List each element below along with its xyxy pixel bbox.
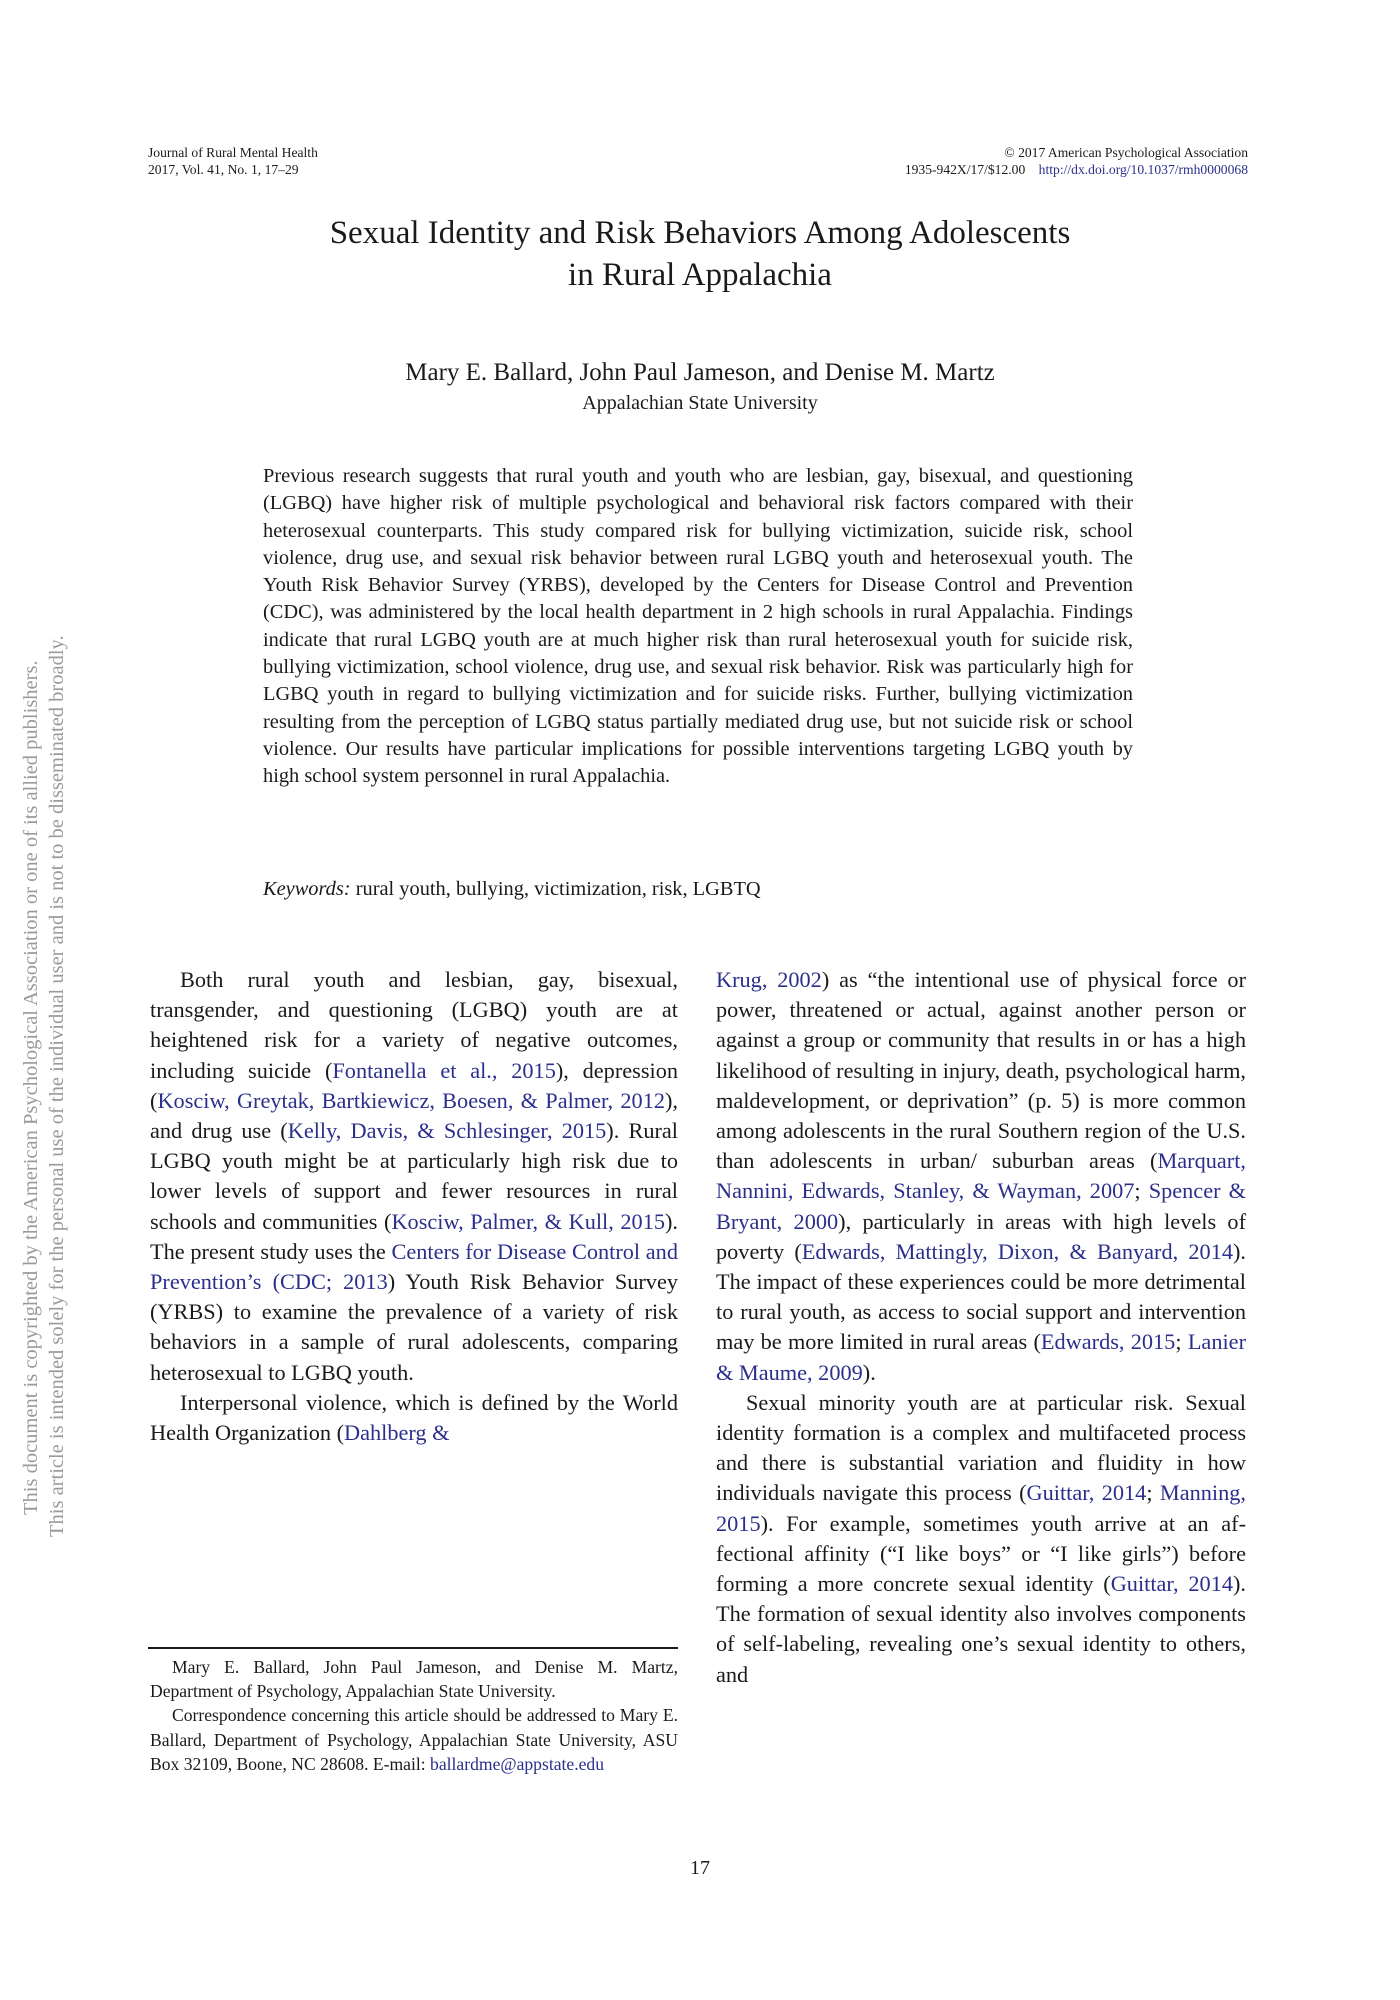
body-paragraph: Interpersonal violence, which is defined by the World Health Organization (Dahlberg & [150, 1389, 678, 1446]
citation-link[interactable]: Marquart, Nannini, Edwards, Stanley, & Wayman, 2007 [716, 1148, 1246, 1204]
keywords-value: rural youth, bullying, victimization, risk, LGBTQ [355, 878, 761, 900]
body-paragraph: Krug, 2002) as “the intentional use of physical force or power, threatened or actual, against another person or against a group or community that results in or has a high likelihood of resulting in injury, death, psychological harm, maldevelopment, or deprivation” (p. 5) is more common among adolescents in the rural Southern region of the U.S. than adolescents in urban/ suburban areas (Marquart, Nannini, Edwards, Stanley, & Wayman, 2007; Spencer & Bryant, 2000), particularly in areas with high levels of poverty (Edwards, Mattingly, Dixon, & Banyard, 2014). The impact of these experiences could be more detrimental to rural youth, as access to social support and intervention may be more limited in rural areas (Edwards, 2015; Lanier & Maume, 2009). [716, 967, 1246, 1385]
keywords [263, 876, 1133, 903]
title-line-2: in Rural Appalachia [568, 257, 832, 293]
abstract: Previous research suggests that rural youth and youth who are lesbian, gay, bisexual, and questioning (LGBQ) have higher risk of multiple psychological and behavioral risk factors compared with their heterosexual counterparts. This study compared risk for bullying victimization, suicide risk, school violence, drug use, and sexual risk behavior between rural LGBQ youth and heterosexual youth. The Youth Risk Behavior Survey (YRBS), developed by the Centers for Disease Control and Prevention (CDC), was administered by the local health department in 2 high schools in rural Appalachia. Findings indicate that rural LGBQ youth are at much higher risk than rural heterosexual youth for suicide risk, bullying victimization, school violence, drug use, and sexual risk behavior. Risk was particularly high for LGBQ youth in regard to bullying victimization and for suicide risks. Further, bullying victimization resulting from the perception of LGBQ status partially mediated drug use, but not suicide risk or school violence. Our results have particular implications for possible interventions targeting LGBQ youth by high school system personnel in rural Appalachia. [263, 465, 1133, 788]
citation-link[interactable]: Kosciw, Greytak, Bartkiewicz, Boesen, & Palmer, 2012 [157, 1087, 665, 1113]
keywords-label: Keywords: [263, 878, 351, 900]
article-authors: Mary E. Ballard, John Paul Jameson, and Denise M. Martz [405, 359, 995, 386]
citation-link[interactable]: Edwards, 2015 [1040, 1329, 1176, 1355]
body-column-right [716, 965, 1246, 1690]
copyright-watermark [0, 0, 70, 2000]
body-column-left [150, 965, 678, 1448]
watermark-line-1: This document is copyrighted by the American Psychological Association or one of its allied publishers. [20, 660, 42, 1515]
body-paragraph: Both rural youth and lesbian, gay, bisexual, transgender, and questioning (LGBQ) youth are at heightened risk for a variety of negative outcomes, including suicide (Fontanella et al., 2015), depression (Kosciw, Greytak, Bartkiewicz, Boesen, & Palmer, 2012), and drug use (Kelly, Davis, & Schlesinger, 2015). Rural LGBQ youth might be at particularly high risk due to lower levels of support and fewer resources in rural schools and communities (Kosciw, Palmer, & Kull, 2015). The present study uses the Centers for Disease Control and Prevention’s (CDC; 2013) Youth Risk Behavior Survey (YRBS) to examine the prevalence of a variety of risk behaviors in a sample of rural adolescents, comparing heterosexual to LGBQ youth. [150, 967, 678, 1385]
correspondence-text: Correspondence concerning this article should be addressed to Mary E. Ballard, Department of Psychology, Appalachian State University, ASU Box 32109, Boone, NC 28608. E-mail: [150, 1705, 678, 1774]
citation-link[interactable]: Manning, 2015 [716, 1480, 1246, 1536]
citation-link[interactable]: Lanier & Maume, 2009 [716, 1329, 1246, 1385]
correspondence-note [150, 1703, 678, 1776]
title-line-1: Sexual Identity and Risk Behaviors Among Adolescents [329, 215, 1071, 251]
page-number: 17 [690, 1857, 710, 1879]
citation-link[interactable]: Fontanella et al., 2015 [332, 1057, 556, 1083]
citation-link[interactable]: Centers for Disease Control and Prevention’s (CDC; 2013 [150, 1238, 678, 1295]
citation-link[interactable]: Kelly, Davis, & Schlesinger, 2015 [287, 1118, 607, 1144]
doi-link[interactable]: http://dx.doi.org/10.1037/rmh0000068 [1038, 162, 1248, 177]
issn-price: 1935-942X/17/$12.00 [904, 162, 1026, 177]
citation-link[interactable]: Edwards, Mattingly, Dixon, & Banyard, 2014 [801, 1238, 1233, 1264]
author-affiliation: Appalachian State University [582, 392, 818, 414]
body-paragraph: Sexual minority youth are at particular risk. Sexual identity formation is a complex and multifaceted process and there is substantial variation and fluidity in how individuals navigate this process (Guittar, 2014; Manning, 2015). For example, sometimes youth arrive at an affectional affinity (“I like boys” or “I like girls”) before forming a more concrete sexual identity (Guittar, 2014). The formation of sexual identity also involves components of self-labeling, revealing one’s sexual identity to others, and [716, 1389, 1246, 1687]
journal-volume: 2017, Vol. 41, No. 1, 17–29 [148, 162, 299, 177]
citation-link[interactable]: Guittar, 2014 [1026, 1480, 1147, 1506]
citation-link[interactable]: Guittar, 2014 [1110, 1571, 1233, 1597]
citation-link[interactable]: Dahlberg & [344, 1420, 450, 1446]
footnote-divider [148, 1647, 678, 1649]
email-link[interactable]: ballardme@appstate.edu [430, 1753, 605, 1774]
copyright-notice: © 2017 American Psychological Association [1004, 145, 1248, 160]
watermark-line-2: This article is intended solely for the personal use of the individual user and is not to be disseminated broadly. [46, 635, 68, 1537]
author-affiliation-note: Mary E. Ballard, John Paul Jameson, and Denise M. Martz, Department of Psychology, Appalachian State University. [150, 1657, 678, 1702]
journal-header-right [905, 144, 1248, 178]
author-note [150, 1655, 678, 1776]
citation-link[interactable]: Kosciw, Palmer, & Kull, 2015 [391, 1208, 665, 1234]
journal-name: Journal of Rural Mental Health [148, 145, 318, 160]
journal-header-left [148, 144, 318, 178]
citation-link[interactable]: Krug, 2002 [716, 967, 822, 992]
article-title [200, 212, 1200, 296]
citation-link[interactable]: Spencer & Bryant, 2000 [716, 1178, 1246, 1234]
